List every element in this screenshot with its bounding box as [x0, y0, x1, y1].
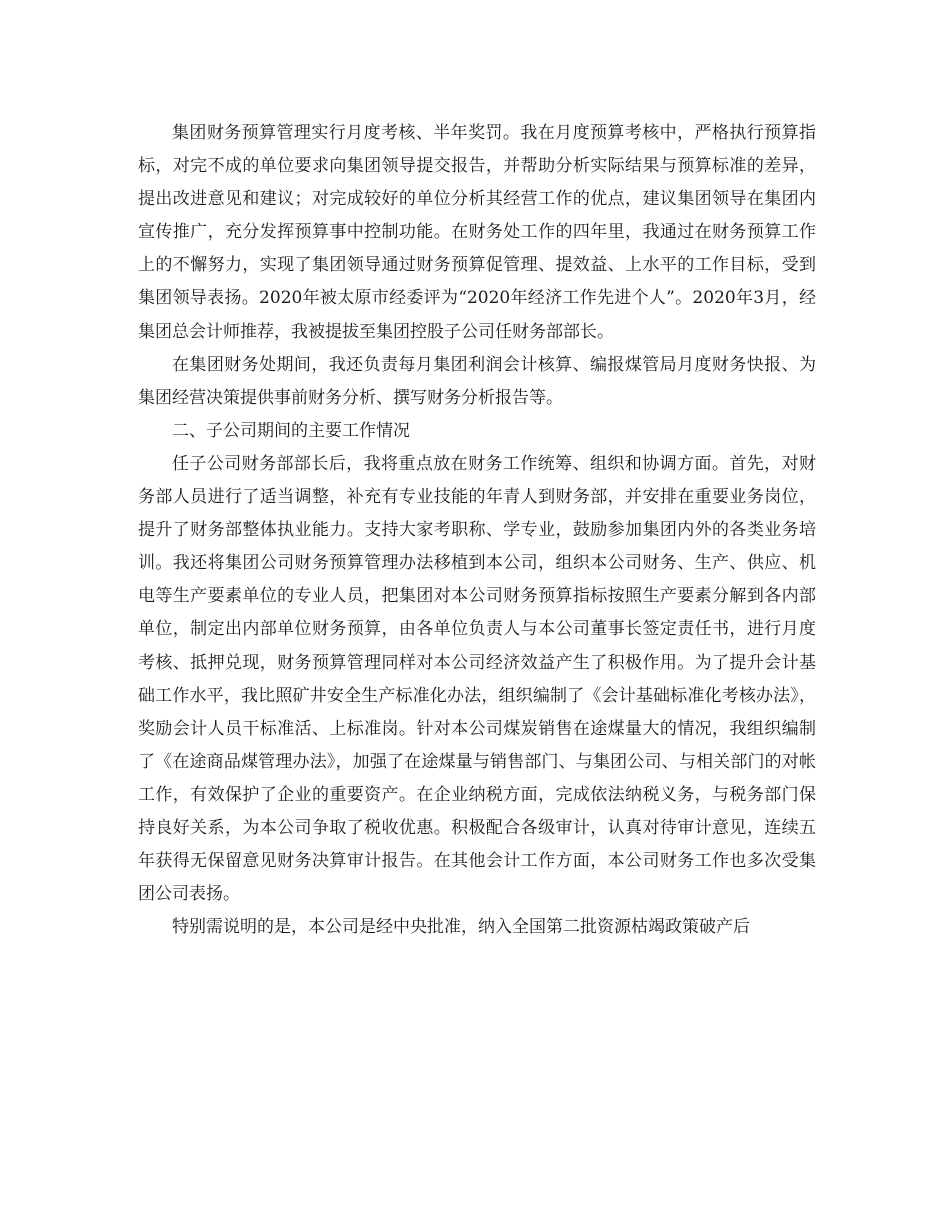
document-body [138, 117, 816, 944]
section-heading-subsidiary: 二、子公司期间的主要工作情况 [172, 420, 410, 441]
paragraph-finance-office-duties: 在集团财务处期间，我还负责每月集团利润会计核算、编报煤管局月度财务快报、为集团经营决策提供事前财务分析、撰写财务分析报告等。 [138, 354, 816, 408]
paragraph-subsidiary-work: 任子公司财务部部长后，我将重点放在财务工作统筹、组织和协调方面。首先，对财务部人员进行了适当调整，补充有专业技能的年青人到财务部，并安排在重要业务岗位，提升了财务部整体执业能力。支持大家考职称、学专业，鼓励参加集团内外的各类业务培训。我还将集团公司财务预算管理办法移植到本公司，组织本公司财务、生产、供应、机电等生产要素单位的专业人员，把集团对本公司财务预算指标按照生产要素分解到各内部单位，制定出内部单位财务预算，由各单位负责人与本公司董事长签定责任书，进行月度考核、抵押兑现，财务预算管理同样对本公司经济效益产生了积极作用。为了提升会计基础工作水平，我比照矿井安全生产标准化办法，组织编制了《会计基础标准化考核办法》，奖励会计人员干标准活、上标准岗。针对本公司煤炭销售在途煤量大的情况，我组织编制了《在途商品煤管理办法》，加强了在途煤量与销售部门、与集团公司、与相关部门的对帐工作，有效保护了企业的重要资产。在企业纳税方面，完成依法纳税义务，与税务部门保持良好关系，为本公司争取了税收优惠。积极配合各级审计，认真对待审计意见，连续五年获得无保留意见财务决算审计报告。在其他会计工作方面，本公司财务工作也多次受集团公司表扬。 [138, 453, 816, 905]
paragraph-budget-assessment: 集团财务预算管理实行月度考核、半年奖罚。我在月度预算考核中，严格执行预算指标，对完不成的单位要求向集团领导提交报告，并帮助分析实际结果与预算标准的差异，提出改进意见和建议；对完成较好的单位分析其经营工作的优点，建议集团领导在集团内宣传推广，充分发挥预算事中控制功能。在财务处工作的四年里，我通过在财务预算工作上的不懈努力，实现了集团领导通过财务预算促管理、提效益、上水平的工作目标，受到集团领导表扬。2020年被太原市经委评为“2020年经济工作先进个人”。2020年3月，经集团总会计师推荐，我被提拔至集团控股子公司任财务部部长。 [138, 123, 816, 342]
paragraph-special-note: 特别需说明的是，本公司是经中央批准，纳入全国第二批资源枯竭政策破产后 [172, 917, 750, 938]
